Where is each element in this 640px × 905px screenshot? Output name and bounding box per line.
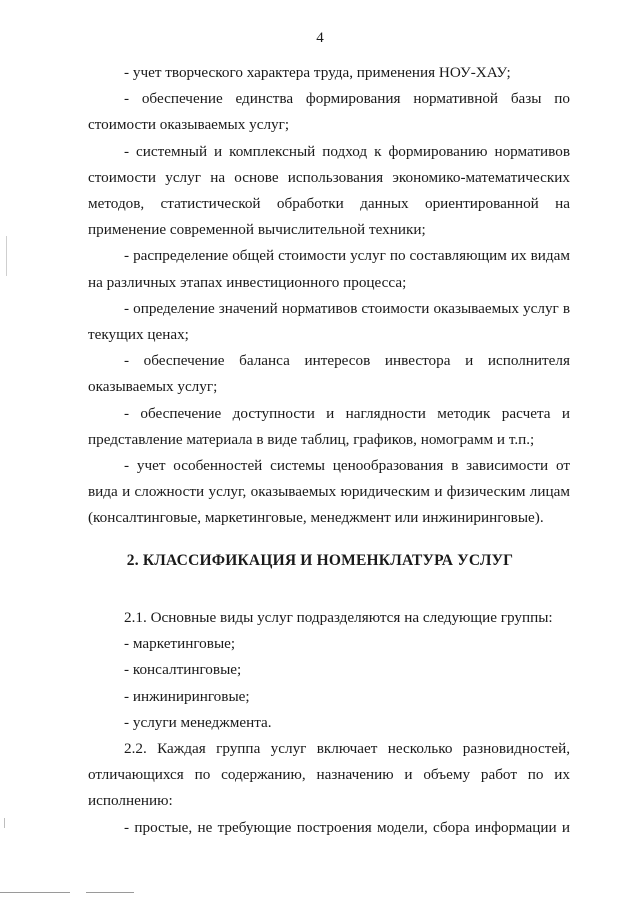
scan-artifact <box>4 818 5 828</box>
group-item: - инжиниринговые; <box>124 687 250 705</box>
paragraph-2-2: 2.2. Каждая группа услуг включает несколько разновидностей, отличающихся по содержанию, назначению и объему работ по их исполнению: <box>88 740 570 810</box>
section-intro: 2.1. Основные виды услуг подразделяются на следующие группы: <box>124 609 553 626</box>
list-item: - учет особенностей системы ценообразования в зависимости от вида и сложности услуг, оказываемых юридическим и физическим лицам (консалтинговые, маркетинговые, менеджмент или инжиниринговые). <box>88 457 570 527</box>
scan-artifact <box>6 236 7 276</box>
list-item: - учет творческого характера труда, применения НОУ-ХАУ; <box>124 64 511 81</box>
list-item: - обеспечение доступности и наглядности методик расчета и представление материала в виде таблиц, графиков, номограмм и т.п.; <box>88 404 570 448</box>
list-item: - распределение общей стоимости услуг по составляющим их видам на различных этапах инвестиционного процесса; <box>88 247 570 291</box>
page-number: 4 <box>316 30 324 46</box>
truncated-list-item: - простые, не требующие построения модели, сбора информации и <box>124 818 570 836</box>
list-item: - обеспечение единства формирования нормативной базы по стоимости оказываемых услуг; <box>88 90 570 134</box>
list-item: - определение значений нормативов стоимости оказываемых услуг в текущих ценах; <box>88 299 570 344</box>
group-item: - консалтинговые; <box>124 661 242 679</box>
classification-section <box>88 605 570 841</box>
group-item: - услуги менеджмента. <box>124 713 272 731</box>
principles-list <box>88 60 570 532</box>
group-item: - маркетинговые; <box>124 635 236 653</box>
section-heading: 2. КЛАССИФИКАЦИЯ И НОМЕНКЛАТУРА УСЛУГ <box>126 552 514 569</box>
scan-artifact <box>86 892 134 893</box>
list-item: - обеспечение баланса интересов инвестора и исполнителя оказываемых услуг; <box>88 352 570 396</box>
scan-artifact <box>0 892 70 893</box>
list-item: - системный и комплексный подход к формированию нормативов стоимости услуг на основе использования экономико-математических методов, статистической обработки данных ориентированной на применение современной вычислительной техники; <box>88 142 570 239</box>
